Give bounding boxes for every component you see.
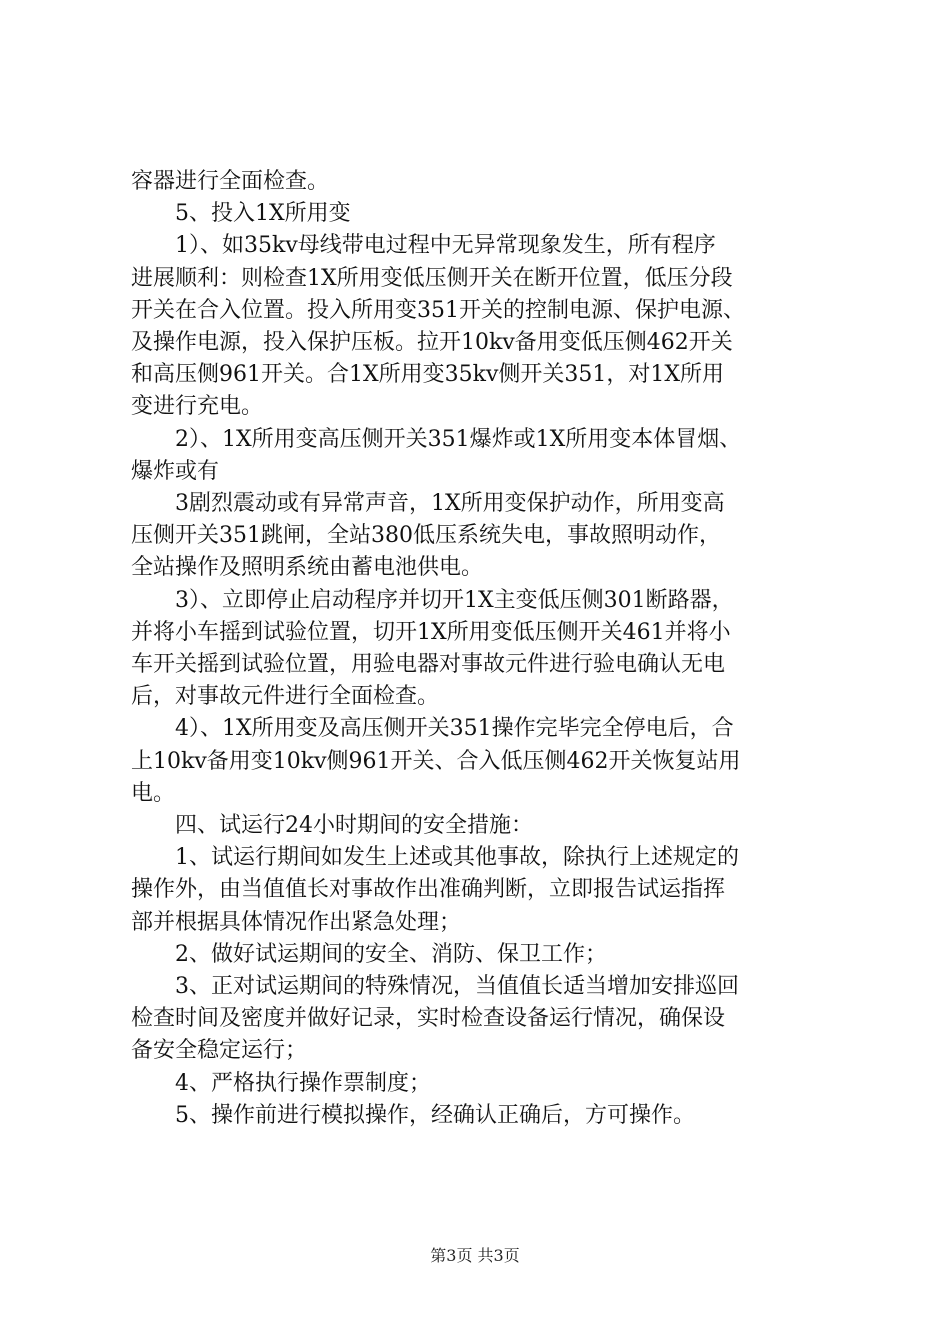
- text-line: 备安全稳定运行；: [131, 1038, 308, 1064]
- text-line: 变进行充电。: [131, 394, 264, 420]
- section-heading: 四、试运行24小时期间的安全措施：: [131, 813, 533, 839]
- text-line: 容器进行全面检查。: [131, 169, 330, 194]
- text-line: 4）、1X所用变及高压侧开关351操作完毕完全停电后，合: [131, 716, 734, 742]
- text-line: 5、操作前进行模拟操作，经确认正确后，方可操作。: [131, 1102, 695, 1128]
- text-line: 4、严格执行操作票制度；: [131, 1070, 431, 1096]
- page-number: 第3页 共3页: [430, 1246, 520, 1265]
- text-line: 进展顺利：则检查1X所用变低压侧开关在断开位置，低压分段: [131, 265, 733, 291]
- text-line: 上10kv备用变10kv侧961开关、合入低压侧462开关恢复站用: [131, 748, 741, 774]
- text-line: 部并根据具体情况作出紧急处理；: [131, 909, 462, 935]
- text-line: 3）、立即停止启动程序并切开1X主变低压侧301断路器，: [131, 587, 734, 613]
- text-line: 2、做好试运期间的安全、消防、保卫工作；: [131, 941, 607, 967]
- text-line: 3、正对试运期间的特殊情况，当值值长适当增加安排巡回: [131, 974, 739, 1000]
- text-line: 检查时间及密度并做好记录，实时检查设备运行情况，确保设: [131, 1006, 726, 1032]
- text-line: 爆炸或有: [131, 458, 220, 484]
- text-line: 1）、如35kv母线带电过程中无异常现象发生，所有程序: [131, 233, 716, 259]
- page-footer: [0, 1243, 950, 1266]
- text-line: 电。: [131, 780, 176, 806]
- text-line: 5、投入1X所用变: [131, 201, 351, 227]
- text-line: 后，对事故元件进行全面检查。: [131, 684, 440, 710]
- text-line: 车开关摇到试验位置，用验电器对事故元件进行验电确认无电: [131, 652, 726, 678]
- text-line: 和高压侧961开关。合1X所用变35kv侧开关351，对1X所用: [131, 362, 725, 388]
- text-line: 并将小车摇到试验位置，切开1X所用变低压侧开关461并将小: [131, 619, 731, 645]
- document-body: [131, 166, 831, 1132]
- text-line: 开关在合入位置。投入所用变351开关的控制电源、保护电源、: [131, 297, 745, 323]
- text-line: 压侧开关351跳闸，全站380低压系统失电，事故照明动作，: [131, 523, 721, 549]
- text-line: 2）、1X所用变高压侧开关351爆炸或1X所用变本体冒烟、: [131, 426, 742, 452]
- text-line: 及操作电源，投入保护压板。拉开10kv备用变低压侧462开关: [131, 330, 733, 356]
- text-line: 3剧烈震动或有异常声音，1X所用变保护动作，所用变高: [131, 491, 725, 517]
- text-line: 全站操作及照明系统由蓄电池供电。: [131, 555, 484, 581]
- text-line: 操作外，由当值值长对事故作出准确判断，立即报告试运指挥: [131, 877, 726, 903]
- text-line: 1、试运行期间如发生上述或其他事故，除执行上述规定的: [131, 845, 739, 871]
